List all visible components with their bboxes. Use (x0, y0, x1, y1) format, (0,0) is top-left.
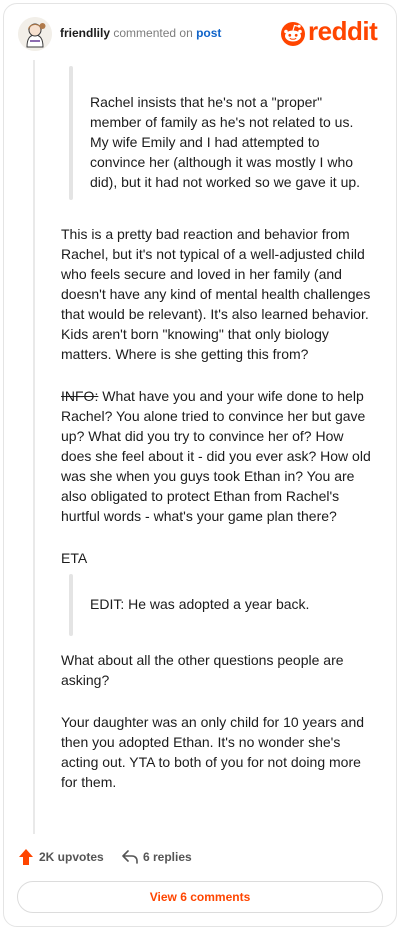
comment-paragraph (61, 386, 373, 526)
reply-count: 6 replies (143, 850, 192, 864)
reddit-logo[interactable] (280, 18, 386, 48)
blockquote (61, 66, 367, 200)
comment-header (18, 16, 386, 52)
upvote-count: 2K upvotes (39, 850, 104, 864)
comment-paragraph: This is a pretty bad reaction and behavior from Rachel, but it's not typical of a well-adjusted child who feels secure and loved in her family (and doesn't have any kind of mental health challenges that would be relevant). It's also learned behavior. Kids aren't born "knowing" that only biology matters. Where is she getting this from? (61, 226, 371, 362)
comment-paragraph: ETA (61, 550, 88, 566)
avatar-icon (18, 17, 52, 51)
upvote-arrow-icon (18, 848, 34, 866)
avatar[interactable] (18, 17, 52, 51)
comment-footer (18, 847, 378, 869)
reddit-wordmark: reddit (308, 16, 378, 46)
paragraph-text: What have you and your wife done to help Rachel? You alone tried to convince her but gave up? What did you try to convince her of? How does she feel about it - did you ever ask? How old was she when you guys took Ethan in? You are also obligated to protect Ethan from Rachel's hurtful words - what's your game plan there? (61, 388, 371, 524)
quote-text: EDIT: He was adopted a year back. (90, 596, 310, 612)
thread-line[interactable] (33, 60, 35, 834)
view-comments-button[interactable]: View 6 comments (17, 881, 383, 913)
reply-arrow-icon (122, 850, 138, 864)
upvote-button[interactable] (18, 847, 104, 867)
username[interactable]: friendlily (60, 26, 111, 40)
reddit-alien-icon (280, 20, 306, 46)
quote-text: Rachel insists that he's not a "proper" member of family as he's not related to us. My wife Emily and I had attempted to convince her (although it was mostly I who did), but it had not worked so we gave it up. (90, 94, 361, 190)
comment-paragraph: Your daughter was an only child for 10 years and then you adopted Ethan. It's no wonder she's acting out. YTA to both of you for not doing more for them. (61, 714, 365, 790)
blockquote (61, 574, 373, 636)
comment-meta (60, 26, 221, 40)
struck-label: INFO: (61, 388, 99, 404)
replies-button[interactable] (122, 847, 192, 867)
comment-paragraph: What about all the other questions people are asking? (61, 652, 344, 688)
post-link[interactable]: post (196, 26, 222, 40)
comment-verb: commented on (113, 26, 193, 40)
comment-body (61, 66, 373, 792)
